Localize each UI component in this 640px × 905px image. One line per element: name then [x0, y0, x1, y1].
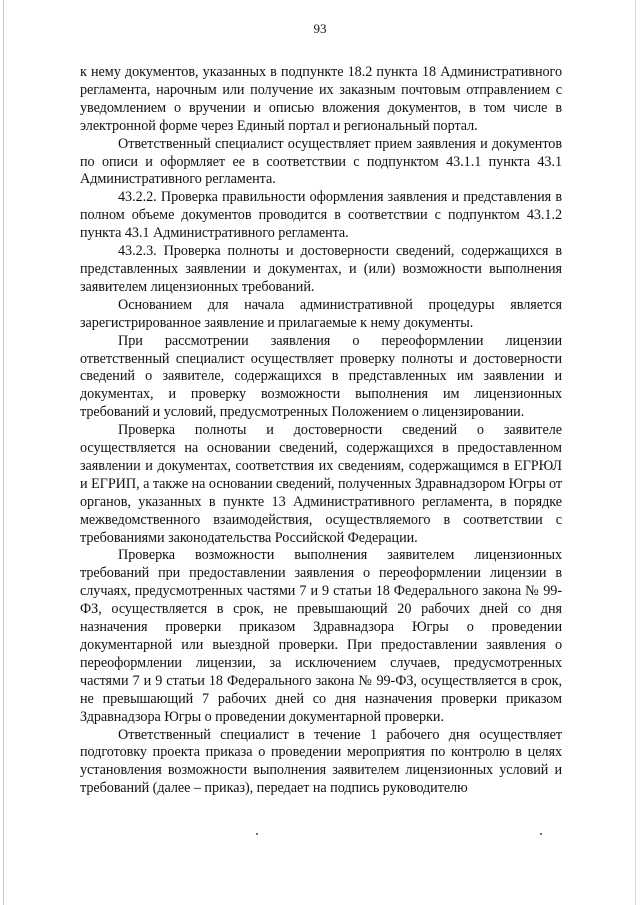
- paragraph: Ответственный специалист в течение 1 рабочего дня осуществляет подготовку проекта приказа о проведении мероприятия по контролю в целях установления возможности выполнения заявителем лицензионных условий и требований (далее – приказ), передает на подпись руководителю: [80, 726, 562, 797]
- paragraph: Проверка возможности выполнения заявителем лицензионных требований при предоставлении заявления о переоформлении лицензии в случаях, предусмотренных частями 7 и 9 статьи 18 Федерального закона № 99-ФЗ, осуществляется в срок, не превышающий 20 рабочих дней со дня назначения проверки приказом Здравнадзора Югры о проведении документарной или выездной проверки. При предоставлении заявления о переоформлении лицензии, за исключением случаев, предусмотренных частями 7 и 9 статьи 18 Федерального закона № 99-ФЗ, осуществляется в срок, не превышающий 7 рабочих дней со дня назначения проверки приказом Здравнадзора Югры о проведении документарной проверки.: [80, 547, 562, 725]
- paragraph: Ответственный специалист осуществляет прием заявления и документов по описи и оформляет ее в соответствии с подпунктом 43.1.1 пункта 43.1 Административного регламента.: [80, 135, 562, 188]
- scan-edge-left: [3, 0, 4, 905]
- paragraph: 43.2.3. Проверка полноты и достоверности сведений, содержащихся в представленных заявлении и документах, и (или) возможности выполнения заявителем лицензионных требований.: [80, 243, 562, 295]
- scan-speck: [256, 833, 258, 835]
- paragraph: 43.2.2. Проверка правильности оформления заявления и представления в полном объеме документов проводится в соответствии с подпунктом 43.1.2 пункта 43.1 Административного регламента.: [80, 189, 562, 242]
- paragraph: к нему документов, указанных в подпункте 18.2 пункта 18 Административного регламента, нарочным или получение их заказным почтовым отправлением с уведомлением о вручении и описью вложения документов, в том числе в электронной форме через Единый портал и региональный портал.: [80, 64, 562, 134]
- scan-edge-right: [635, 0, 636, 905]
- paragraph: Проверка полноты и достоверности сведений о заявителе осуществляется на основании сведений, содержащихся в предоставленном заявлении и документах, соответствия их сведениям, содержащимся в ЕГРЮЛ и ЕГРИП, а также на основании сведений, полученных Здравнадзором Югры от органов, указанных в пункте 13 Административного регламента, в порядке межведомственного взаимодействия, осуществляемого в соответствии с требованиями законодательства Российской Федерации.: [80, 422, 562, 546]
- page-number: 93: [313, 21, 327, 36]
- paragraph: Основанием для начала административной процедуры является зарегистрированное заявление и прилагаемые к нему документы.: [80, 296, 562, 331]
- paragraph: При рассмотрении заявления о переоформлении лицензии ответственный специалист осуществляет проверку полноты и достоверности сведений о заявителе, содержащихся в представленных им заявлении и документах, и проверку возможности выполнения им лицензионных требований и условий, предусмотренных Положением о лицензировании.: [80, 332, 562, 421]
- document-body: [80, 64, 562, 798]
- scan-speck: [540, 833, 542, 835]
